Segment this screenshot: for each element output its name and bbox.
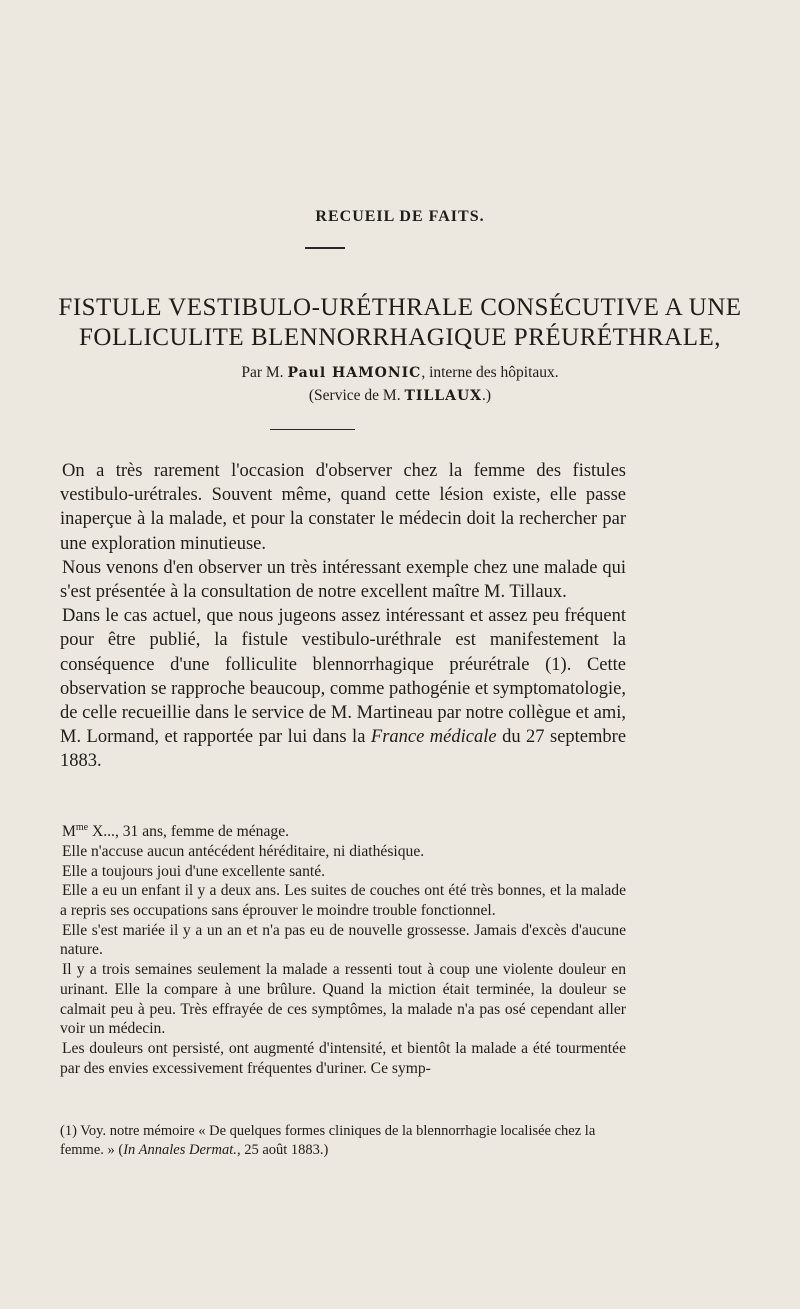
observation-6: Il y a trois semaines seulement la malade a ressenti tout à coup une violente douleur en urinant. Elle la compare à une brûlure. Quand la miction était terminée, la douleur se calmait peu à peu. Très effrayée de ces symptômes, la malade n'a pas osé cependant aller voir un médecin. bbox=[60, 961, 626, 1038]
paragraph-3-text: Dans le cas actuel, que nous jugeons assez intéressant et assez peu fréquent pour être publié, la fistule vestibulo-uréthrale est manifestement la conséquence d'une folliculite blennorrhagique préurétrale (1). Cette observation se rapproche beaucoup, comme pathogénie et symptomatologie, de celle recueillie dans le service de M. Martineau par notre collègue et ami, M. Lormand, et rapportée par lui dans la bbox=[60, 606, 626, 748]
patient-rest: X..., 31 ans, femme de ménage. bbox=[88, 823, 290, 841]
service-line bbox=[0, 385, 800, 407]
observation-2: Elle n'accuse aucun antécédent héréditaire, ni diathésique. bbox=[62, 842, 425, 860]
footnote bbox=[60, 1122, 626, 1160]
byline bbox=[0, 362, 800, 384]
paragraph-1: On a très rarement l'occasion d'observer chez la femme des fistules vestibulo-urétrales. Souvent même, quand cette lésion existe, elle passe inaperçue à la malade, et pour la constater le médecin doit la rechercher par une exploration minutieuse. bbox=[60, 461, 626, 554]
paragraph-3-end: du 27 septembre 1883. bbox=[60, 727, 627, 772]
observation-1 bbox=[60, 818, 626, 842]
journal-reference: France médicale bbox=[370, 727, 497, 748]
footnote-journal: In Annales Dermat. bbox=[123, 1142, 237, 1158]
section-heading: RECUEIL DE FAITS. bbox=[315, 208, 485, 225]
footnote-text-a: Voy. notre mémoire « De quelques formes cliniques de la blennorrhagie localisée chez la femme. » ( bbox=[60, 1123, 596, 1158]
service-suffix: .) bbox=[482, 387, 492, 404]
patient-sup: me bbox=[75, 822, 89, 833]
byline-prefix: Par M. bbox=[241, 364, 284, 381]
patient-prefix: M bbox=[62, 823, 76, 841]
observation-4: Elle a eu un enfant il y a deux ans. Les suites de couches ont été très bonnes, et la malade a repris ses occupations sans éprouver le moindre trouble fonctionnel. bbox=[60, 882, 626, 919]
article-title-line2: FOLLICULITE BLENNORRHAGIQUE PRÉURÉTHRALE, bbox=[79, 324, 721, 351]
introduction bbox=[60, 459, 626, 774]
paragraph-2: Nous venons d'en observer un très intéressant exemple chez une malade qui s'est présentée à la consultation de notre excellent maître M. Tillaux. bbox=[60, 557, 626, 603]
observation-3: Elle a toujours joui d'une excellente santé. bbox=[62, 862, 326, 880]
author-name: Paul HAMONIC bbox=[287, 365, 422, 381]
footnote-text-b: , 25 août 1883.) bbox=[236, 1142, 329, 1158]
service-prefix: (Service de M. bbox=[308, 387, 401, 404]
long-divider bbox=[270, 429, 355, 430]
footnote-marker: (1) bbox=[60, 1123, 77, 1139]
observation bbox=[60, 818, 626, 1078]
observation-5: Elle s'est mariée il y a un an et n'a pas eu de nouvelle grossesse. Jamais d'excès d'aucune nature. bbox=[60, 921, 626, 959]
byline-suffix: , interne des hôpitaux. bbox=[421, 364, 559, 381]
observation-7: Les douleurs ont persisté, ont augmenté d'intensité, et bientôt la malade a été tourmentée par des envies excessivement fréquentes d'uriner. Ce symp- bbox=[60, 1039, 626, 1077]
service-name: TILLAUX bbox=[404, 388, 483, 404]
paragraph-3 bbox=[60, 604, 626, 773]
article-title-line1: FISTULE VESTIBULO-URÉTHRALE CONSÉCUTIVE A UNE bbox=[58, 294, 742, 321]
short-divider bbox=[305, 247, 345, 249]
